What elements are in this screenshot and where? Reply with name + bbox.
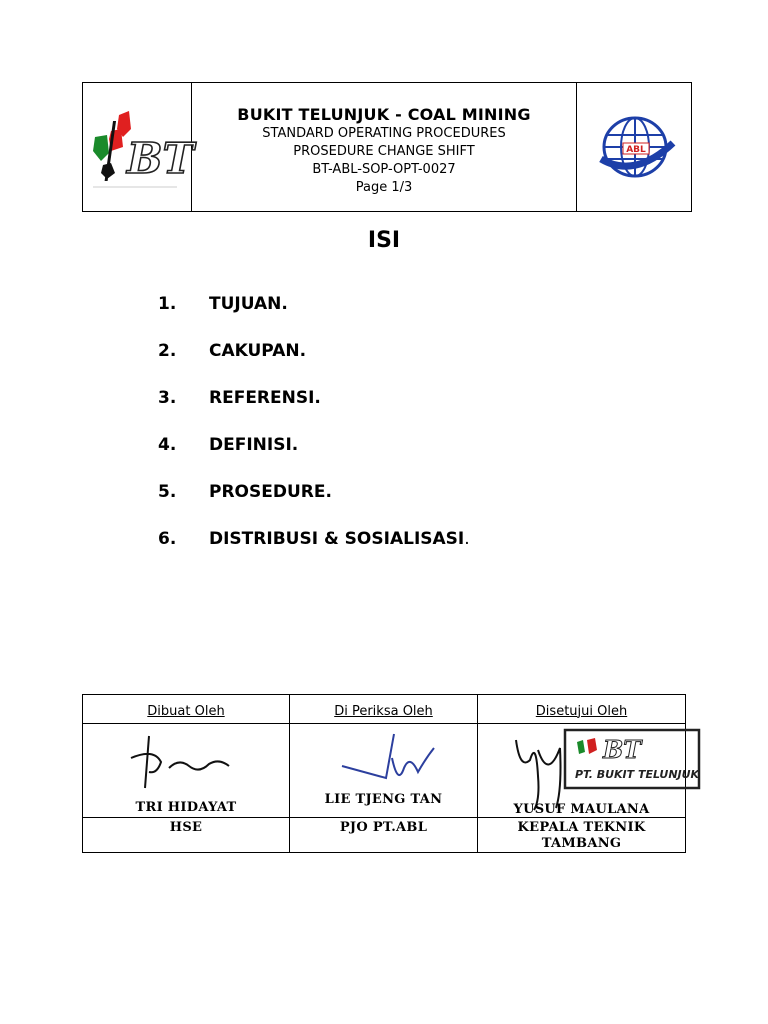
toc-number: 1. [158,294,177,314]
toc-number: 2. [158,341,177,361]
page-number: Page 1/3 [355,180,413,195]
toc-item [158,294,470,341]
made-by-header: Dibuat Oleh [147,703,225,719]
stamp-text: PT. BUKIT TELUNJUK [575,768,700,781]
bt-logo-icon [89,107,194,191]
company-stamp [563,728,701,790]
document-code: BT-ABL-SOP-OPT-0027 [312,162,456,177]
abl-logo-text: ABL [626,145,646,155]
role-hse: HSE [169,820,203,835]
toc-number: 5. [158,482,177,502]
toc-item [158,341,470,388]
signature-tri-hidayat-icon [109,728,239,798]
toc-trailing-period: . [464,529,470,549]
toc-label: DEFINISI. [209,435,299,455]
signature-lie-tjeng-tan-icon [334,728,444,790]
toc-number: 6. [158,529,177,549]
toc-label: DISTRIBUSI & SOSIALISASI [209,529,465,549]
header-cell [478,695,686,724]
document-title: PROSEDURE CHANGE SHIFT [293,144,475,159]
document-type: STANDARD OPERATING PROCEDURES [262,126,506,141]
left-logo-cell [83,83,192,211]
company-stamp-icon [563,728,701,790]
toc-label: CAKUPAN. [209,341,307,361]
toc-label: PROSEDURE. [209,482,332,502]
toc-number: 3. [158,388,177,408]
name-yusuf-maulana: YUSUF MAULANA [513,802,650,817]
toc-item [158,435,470,482]
checked-by-header: Di Periksa Oleh [334,703,433,719]
role-cell [83,818,290,853]
table-of-contents [158,294,470,576]
toc-label: TUJUAN. [209,294,288,314]
header-cell [290,695,478,724]
role-cell [290,818,478,853]
toc-item [158,482,470,529]
toc-item [158,529,470,576]
signature-cell-approved [478,724,700,818]
approved-by-header: Disetujui Oleh [535,703,628,719]
role-cell [478,818,686,853]
name-lie-tjeng-tan: LIE TJENG TAN [324,792,443,807]
stamp-logo-text: BT [603,735,642,764]
toc-number: 4. [158,435,177,455]
bt-logo-text: BT [127,134,194,183]
approval-table [82,694,700,853]
document-header [82,82,692,212]
signature-cell-made [83,724,290,818]
section-title: ISI [367,228,401,253]
signature-cell-checked [290,724,478,818]
role-kepala-teknik: KEPALA TEKNIK TAMBANG [517,820,646,851]
toc-item [158,388,470,435]
header-title-cell [192,83,577,211]
right-logo-cell [577,83,691,211]
header-cell [83,695,290,724]
abl-globe-logo-icon [597,113,677,183]
company-name: BUKIT TELUNJUK - COAL MINING [237,105,531,124]
role-pjo: PJO PT.ABL [339,820,428,835]
toc-label: REFERENSI. [209,388,321,408]
name-tri-hidayat: TRI HIDAYAT [135,800,237,815]
